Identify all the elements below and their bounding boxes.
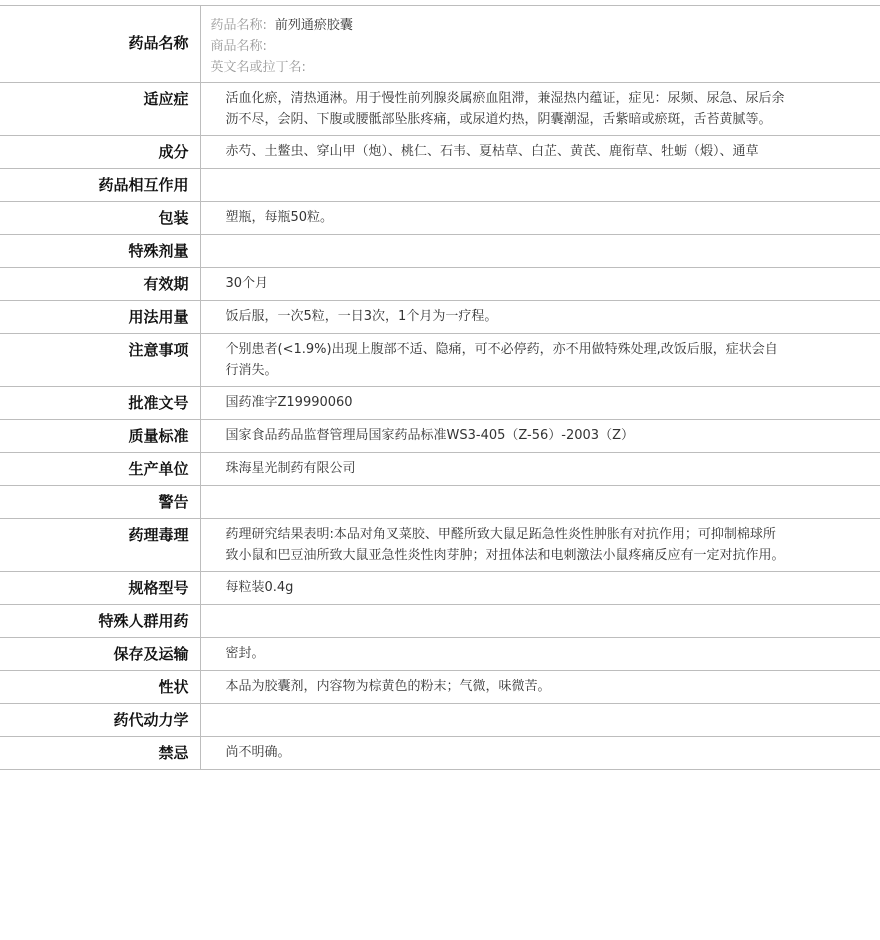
row-label: 质量标准 [128, 427, 189, 445]
row-label-cell [0, 169, 200, 202]
row-value: 塑瓶，每瓶50粒。 [225, 210, 334, 225]
row-label: 用法用量 [128, 308, 189, 326]
row-value: 饭后服，一次5粒，一日3次，1个月为一疗程。 [225, 309, 498, 324]
row-label: 药代动力学 [113, 711, 189, 729]
table-row [0, 605, 880, 638]
row-value: 30个月 [225, 276, 269, 291]
row-label-cell [0, 387, 200, 420]
row-value-cell [200, 671, 880, 704]
row-value-cell [200, 202, 880, 235]
row-value: 每粒装0.4g [225, 580, 294, 595]
row-label-cell [0, 605, 200, 638]
row-label: 警告 [158, 493, 189, 511]
info-rows [0, 83, 880, 770]
row-label: 批准文号 [128, 394, 189, 412]
row-label-cell [0, 486, 200, 519]
table-row [0, 268, 880, 301]
table-row [0, 453, 880, 486]
table-row [0, 519, 880, 572]
row-label-cell [0, 268, 200, 301]
drug-name-block [200, 6, 880, 83]
row-label: 特殊人群用药 [98, 612, 189, 630]
row-label: 特殊剂量 [128, 242, 189, 260]
table-row [0, 83, 880, 136]
table-row [0, 387, 880, 420]
row-label: 药理毒理 [128, 526, 189, 544]
row-label-cell [0, 704, 200, 737]
row-value-cell [200, 169, 880, 202]
row-label-cell [0, 202, 200, 235]
row-value: 本品为胶囊剂，内容物为棕黄色的粉末；气微，味微苦。 [225, 679, 551, 694]
table-row [0, 235, 880, 268]
row-drug-name [0, 6, 880, 83]
row-value-cell [200, 301, 880, 334]
row-value-cell [200, 453, 880, 486]
row-label: 包装 [158, 209, 189, 227]
row-value: 国药准字Z19990060 [225, 395, 353, 410]
table-row [0, 202, 880, 235]
generic-name-line [211, 15, 880, 36]
row-value-cell [200, 83, 880, 136]
row-value-cell [200, 334, 880, 387]
table-row [0, 671, 880, 704]
row-label: 成分 [158, 143, 189, 161]
trade-name-key: 商品名称: [210, 39, 267, 54]
table-row [0, 486, 880, 519]
row-value: 密封。 [225, 646, 265, 661]
row-label-cell [0, 334, 200, 387]
row-label-cell [0, 572, 200, 605]
generic-name-value: 前列通瘀胶囊 [274, 18, 353, 33]
row-value: 尚不明确。 [225, 745, 291, 760]
row-label-cell [0, 136, 200, 169]
row-value-cell [200, 268, 880, 301]
table-row [0, 638, 880, 671]
row-label: 保存及运输 [113, 645, 189, 663]
row-label-cell [0, 6, 200, 83]
english-name-line [211, 57, 880, 78]
row-value-cell [200, 136, 880, 169]
row-label: 药品相互作用 [98, 176, 189, 194]
row-value-cell [200, 572, 880, 605]
row-label: 禁忌 [158, 744, 189, 762]
row-value-cell [200, 704, 880, 737]
row-label: 注意事项 [128, 341, 189, 359]
row-value: 活血化瘀，清热通淋。用于慢性前列腺炎属瘀血阻滞，兼湿热内蕴证，症见：尿频、尿急、尿后余沥不尽，会阴、下腹或腰骶部坠胀疼痛，或尿道灼热，阴囊潮湿，舌紫暗或瘀斑，舌苔黄腻等。 [225, 91, 785, 127]
row-value-cell [200, 737, 880, 770]
row-label: 规格型号 [128, 579, 189, 597]
row-label: 生产单位 [128, 460, 189, 478]
table-row [0, 572, 880, 605]
row-value: 国家食品药品监督管理局国家药品标准WS3-405（Z-56）-2003（Z） [225, 428, 634, 443]
row-label-cell [0, 519, 200, 572]
generic-name-key: 药品名称: [210, 18, 267, 33]
row-value-cell [200, 605, 880, 638]
row-value-cell [200, 638, 880, 671]
row-label: 性状 [158, 678, 189, 696]
row-label-cell [0, 420, 200, 453]
table-row [0, 704, 880, 737]
table-row [0, 420, 880, 453]
row-value: 个别患者(<1.9%)出现上腹部不适、隐痛，可不必停药，亦不用做特殊处理,改饭后服，症状会自行消失。 [225, 342, 778, 378]
row-label-cell [0, 83, 200, 136]
row-label: 有效期 [143, 275, 189, 293]
row-value-cell [200, 486, 880, 519]
row-value-cell [200, 519, 880, 572]
table-row [0, 737, 880, 770]
table-row [0, 301, 880, 334]
row-value-cell [200, 387, 880, 420]
english-name-key: 英文名或拉丁名: [210, 60, 306, 75]
table-row [0, 169, 880, 202]
row-value-cell [200, 235, 880, 268]
row-value-cell [200, 420, 880, 453]
table-row [0, 334, 880, 387]
table-row [0, 136, 880, 169]
trade-name-line [211, 36, 880, 57]
drug-info-table [0, 5, 880, 770]
row-label-cell [0, 671, 200, 704]
row-value: 赤芍、土鳖虫、穿山甲（炮）、桃仁、石韦、夏枯草、白芷、黄芪、鹿衔草、牡蛎（煅）、通草 [225, 144, 759, 159]
row-value: 药理研究结果表明:本品对角叉菜胶、甲醛所致大鼠足跖急性炎性肿胀有对抗作用；可抑制棉球所致小鼠和巴豆油所致大鼠亚急性炎性肉芽肿；对扭体法和电刺激法小鼠疼痛反应有一定对抗作用。 [225, 527, 785, 563]
row-label-cell [0, 235, 200, 268]
row-label: 适应症 [143, 90, 189, 108]
row-label-cell [0, 638, 200, 671]
row-value: 珠海星光制药有限公司 [225, 461, 356, 476]
row-label-cell [0, 737, 200, 770]
row-label-cell [0, 453, 200, 486]
row-label: 药品名称 [128, 34, 189, 52]
row-label-cell [0, 301, 200, 334]
